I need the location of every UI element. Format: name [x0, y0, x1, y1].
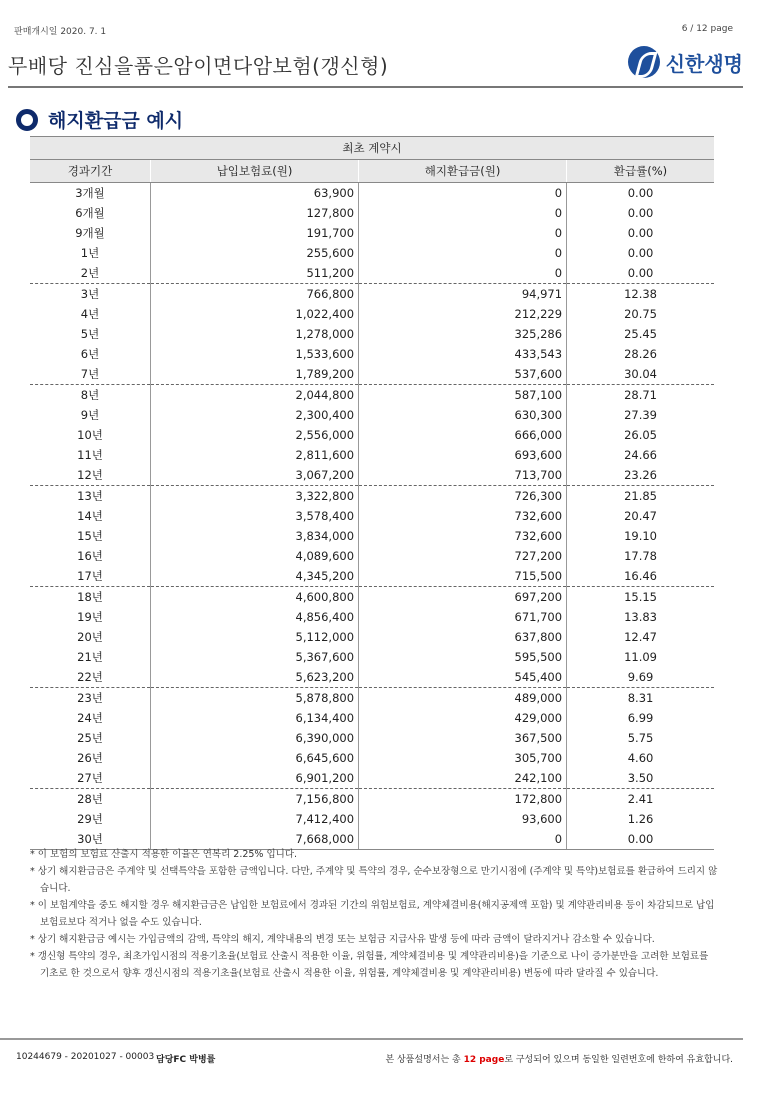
cell-premium: 6,134,400	[151, 708, 359, 728]
cell-period: 13년	[30, 486, 151, 507]
cell-premium: 2,556,000	[151, 425, 359, 445]
table-body	[30, 183, 714, 850]
cell-refund: 713,700	[359, 465, 567, 486]
cell-rate: 20.75	[624, 307, 657, 321]
cell-premium: 6,390,000	[151, 728, 359, 748]
brand	[628, 46, 743, 78]
section-header	[16, 106, 183, 133]
cell-refund: 595,500	[359, 647, 567, 667]
cell-premium: 191,700	[151, 223, 359, 243]
cell-premium: 6,901,200	[151, 768, 359, 789]
cell-period: 22년	[30, 667, 151, 688]
cell-refund: 697,200	[359, 587, 567, 608]
cell-premium: 127,800	[151, 203, 359, 223]
cell-premium: 2,044,800	[151, 385, 359, 406]
table-row	[30, 506, 714, 526]
table-row	[30, 284, 714, 305]
cell-refund: 630,300	[359, 405, 567, 425]
cell-refund: 671,700	[359, 607, 567, 627]
cell-premium: 766,800	[151, 284, 359, 305]
note-item: * 상기 해지환급금은 주계약 및 선택특약을 포함한 금액입니다. 다만, 주계약 및 특약의 경우, 순수보장형으로 만기시점에 (주계약 및 특약)보험료를 환급하여 드리지 않습니다.	[30, 866, 718, 894]
table-row	[30, 809, 714, 829]
cell-rate: 0.00	[627, 206, 654, 220]
table-row	[30, 304, 714, 324]
cell-rate: 2.41	[567, 789, 714, 810]
cell-rate: 30.04	[624, 367, 657, 381]
notice-pre: 본 상품설명서는 총	[385, 1055, 464, 1065]
cell-rate: 19.10	[624, 529, 657, 543]
cell-period: 15년	[30, 526, 151, 546]
cell-refund: 433,543	[359, 344, 567, 364]
document-code: 10244679 - 20201027 - 00003	[16, 1052, 155, 1062]
table-row	[30, 425, 714, 445]
cell-premium: 255,600	[151, 243, 359, 263]
table-row	[30, 324, 714, 344]
cell-rate: 24.66	[624, 448, 657, 462]
cell-premium: 3,322,800	[151, 486, 359, 507]
column-header-period: 경과기간	[30, 160, 151, 183]
cell-rate: 27.39	[624, 408, 657, 422]
cell-rate: 13.83	[624, 610, 657, 624]
notice-post: 로 구성되어 있으며 동일한 일련번호에 한하여 유효합니다.	[504, 1055, 733, 1065]
cell-premium: 5,623,200	[151, 667, 359, 688]
cell-rate: 12.47	[624, 630, 657, 644]
cell-refund: 0	[359, 829, 567, 850]
section-title: 해지환급금 예시	[48, 110, 184, 132]
cell-refund: 637,800	[359, 627, 567, 647]
cell-premium: 5,878,800	[151, 688, 359, 709]
table-group-header: 최초 계약시	[30, 137, 714, 160]
cell-refund: 545,400	[359, 667, 567, 688]
cell-premium: 2,300,400	[151, 405, 359, 425]
cell-premium: 7,156,800	[151, 789, 359, 810]
document-header	[8, 44, 743, 88]
cell-refund: 242,100	[359, 768, 567, 789]
table-row	[30, 566, 714, 587]
cell-period: 8년	[30, 385, 151, 406]
table-row	[30, 768, 714, 789]
cell-refund: 0	[359, 223, 567, 243]
cell-period: 10년	[30, 425, 151, 445]
cell-refund: 325,286	[359, 324, 567, 344]
note-item: * 이 보험의 보험료 산출시 적용한 이율은 연복리 2.25% 입니다.	[30, 849, 298, 860]
cell-period: 6년	[30, 344, 151, 364]
cell-rate: 11.09	[624, 650, 657, 664]
cell-period: 30년	[30, 829, 151, 850]
table-row	[30, 728, 714, 748]
cell-refund: 172,800	[359, 789, 567, 810]
cell-premium: 6,645,600	[151, 748, 359, 768]
cell-rate: 5.75	[627, 731, 654, 745]
cell-refund: 212,229	[359, 304, 567, 324]
cell-premium: 7,668,000	[151, 829, 359, 850]
cell-period: 9년	[30, 405, 151, 425]
cell-refund: 727,200	[359, 546, 567, 566]
page-indicator: 6 / 12 page	[681, 24, 733, 34]
cell-refund: 0	[359, 263, 567, 284]
table-row	[30, 708, 714, 728]
cell-premium: 4,345,200	[151, 566, 359, 587]
cell-premium: 4,856,400	[151, 607, 359, 627]
cell-refund: 732,600	[359, 526, 567, 546]
table-row	[30, 203, 714, 223]
table-row	[30, 183, 714, 204]
cell-period: 29년	[30, 809, 151, 829]
cell-rate: 28.71	[567, 385, 714, 406]
cell-period: 2년	[30, 263, 151, 284]
cell-period: 25년	[30, 728, 151, 748]
cell-premium: 1,533,600	[151, 344, 359, 364]
cell-period: 28년	[30, 789, 151, 810]
cell-period: 7년	[30, 364, 151, 385]
cell-refund: 0	[359, 183, 567, 204]
cell-rate: 1.26	[627, 812, 654, 826]
cell-premium: 4,600,800	[151, 587, 359, 608]
table-row	[30, 526, 714, 546]
cell-refund: 0	[359, 243, 567, 263]
cell-rate: 16.46	[624, 569, 657, 583]
cell-refund: 732,600	[359, 506, 567, 526]
column-header-premium: 납입보험료(원)	[151, 160, 359, 183]
notice-pages: 12 page	[463, 1055, 505, 1065]
table-row	[30, 243, 714, 263]
cell-refund: 715,500	[359, 566, 567, 587]
cell-premium: 5,112,000	[151, 627, 359, 647]
cell-period: 6개월	[30, 203, 151, 223]
cell-period: 3년	[30, 284, 151, 305]
cell-premium: 3,067,200	[151, 465, 359, 486]
cell-period: 23년	[30, 688, 151, 709]
cell-period: 11년	[30, 445, 151, 465]
cell-rate: 0.00	[567, 829, 714, 850]
circle-bullet-icon	[16, 109, 38, 131]
table-row	[30, 223, 714, 243]
note-item: * 갱신형 특약의 경우, 최초가입시점의 적용기초율(보험료 산출시 적용한 이율, 위험률, 계약체결비용 및 계약관리비용)을 기준으로 나이 증가분만을 고려한 보험료를 기초로 한 것으로서 향후 갱신시점의 적용기초율(보험료 산출시 적용한 이율, 위험률, 계약체결비용 및 계약관리비용) 변동에 따라 달라질 수 있습니다.	[30, 951, 709, 979]
cell-period: 20년	[30, 627, 151, 647]
notes	[30, 846, 720, 982]
table-row	[30, 647, 714, 667]
cell-refund: 93,600	[359, 809, 567, 829]
cell-period: 5년	[30, 324, 151, 344]
cell-premium: 1,278,000	[151, 324, 359, 344]
table-row	[30, 688, 714, 709]
cell-rate: 26.05	[624, 428, 657, 442]
cell-rate: 25.45	[624, 327, 657, 341]
cell-period: 19년	[30, 607, 151, 627]
cell-period: 9개월	[30, 223, 151, 243]
cell-period: 17년	[30, 566, 151, 587]
cell-period: 1년	[30, 243, 151, 263]
table-row	[30, 405, 714, 425]
table-row	[30, 445, 714, 465]
cell-premium: 511,200	[151, 263, 359, 284]
brand-name: 신한생명	[665, 51, 743, 76]
cell-refund: 666,000	[359, 425, 567, 445]
table-row	[30, 344, 714, 364]
cell-rate: 8.31	[567, 688, 714, 709]
cell-premium: 2,811,600	[151, 445, 359, 465]
cell-rate: 21.85	[567, 486, 714, 507]
cell-period: 12년	[30, 465, 151, 486]
cell-rate: 15.15	[567, 587, 714, 608]
cell-premium: 1,022,400	[151, 304, 359, 324]
surrender-value-table	[30, 136, 714, 850]
table-row	[30, 546, 714, 566]
cell-premium: 3,578,400	[151, 506, 359, 526]
cell-refund: 726,300	[359, 486, 567, 507]
table-row	[30, 385, 714, 406]
cell-period: 16년	[30, 546, 151, 566]
cell-period: 4년	[30, 304, 151, 324]
table-row	[30, 789, 714, 810]
cell-rate: 23.26	[624, 468, 657, 482]
table-row	[30, 607, 714, 627]
cell-period: 24년	[30, 708, 151, 728]
cell-refund: 587,100	[359, 385, 567, 406]
table-row	[30, 486, 714, 507]
cell-period: 3개월	[30, 183, 151, 204]
cell-rate: 28.26	[624, 347, 657, 361]
cell-rate: 9.69	[627, 670, 654, 684]
cell-rate: 3.50	[627, 771, 654, 785]
table-row	[30, 465, 714, 486]
cell-rate: 17.78	[624, 549, 657, 563]
cell-refund: 94,971	[359, 284, 567, 305]
table-row	[30, 667, 714, 688]
cell-rate: 0.00	[627, 226, 654, 240]
cell-period: 18년	[30, 587, 151, 608]
table-row	[30, 627, 714, 647]
agent-name: 담당FC 박병률	[156, 1055, 216, 1065]
page-notice	[385, 1052, 733, 1065]
table-row	[30, 587, 714, 608]
cell-refund: 305,700	[359, 748, 567, 768]
cell-refund: 367,500	[359, 728, 567, 748]
cell-rate: 20.47	[624, 509, 657, 523]
product-title: 무배당 진심을품은암이면다암보험(갱신형)	[8, 54, 389, 78]
cell-refund: 0	[359, 203, 567, 223]
cell-rate: 0.00	[627, 246, 654, 260]
cell-rate: 0.00	[627, 186, 654, 200]
column-header-refund: 해지환급금(원)	[359, 160, 567, 183]
cell-refund: 537,600	[359, 364, 567, 385]
note-item: * 이 보험계약을 중도 해지할 경우 해지환급금은 납입한 보험료에서 경과된 기간의 위험보험료, 계약체결비용(해지공제액 포함) 및 계약관리비용 등이 차감되므로 납입보험료보다 적거나 없을 수도 있습니다.	[30, 900, 715, 928]
cell-premium: 7,412,400	[151, 809, 359, 829]
cell-refund: 489,000	[359, 688, 567, 709]
cell-rate: 0.00	[627, 266, 654, 280]
cell-rate: 12.38	[567, 284, 714, 305]
table-row	[30, 748, 714, 768]
note-item: * 상기 해지환급금 예시는 가입금액의 감액, 특약의 해지, 계약내용의 변경 또는 보험금 지급사유 발생 등에 따라 금액이 달라지거나 감소할 수 있습니다.	[30, 934, 655, 945]
cell-premium: 4,089,600	[151, 546, 359, 566]
sale-date: 판매개시일 2020. 7. 1	[14, 27, 107, 37]
cell-premium: 63,900	[151, 183, 359, 204]
cell-period: 27년	[30, 768, 151, 789]
cell-rate: 6.99	[627, 711, 654, 725]
cell-premium: 1,789,200	[151, 364, 359, 385]
cell-premium: 5,367,600	[151, 647, 359, 667]
footer-divider	[0, 1038, 743, 1040]
shinhan-logo-icon	[628, 46, 660, 78]
table-row	[30, 263, 714, 284]
cell-premium: 3,834,000	[151, 526, 359, 546]
cell-rate: 4.60	[627, 751, 654, 765]
cell-period: 21년	[30, 647, 151, 667]
cell-period: 26년	[30, 748, 151, 768]
table-row	[30, 364, 714, 385]
cell-refund: 693,600	[359, 445, 567, 465]
cell-refund: 429,000	[359, 708, 567, 728]
cell-period: 14년	[30, 506, 151, 526]
column-header-rate: 환급률(%)	[567, 160, 714, 183]
